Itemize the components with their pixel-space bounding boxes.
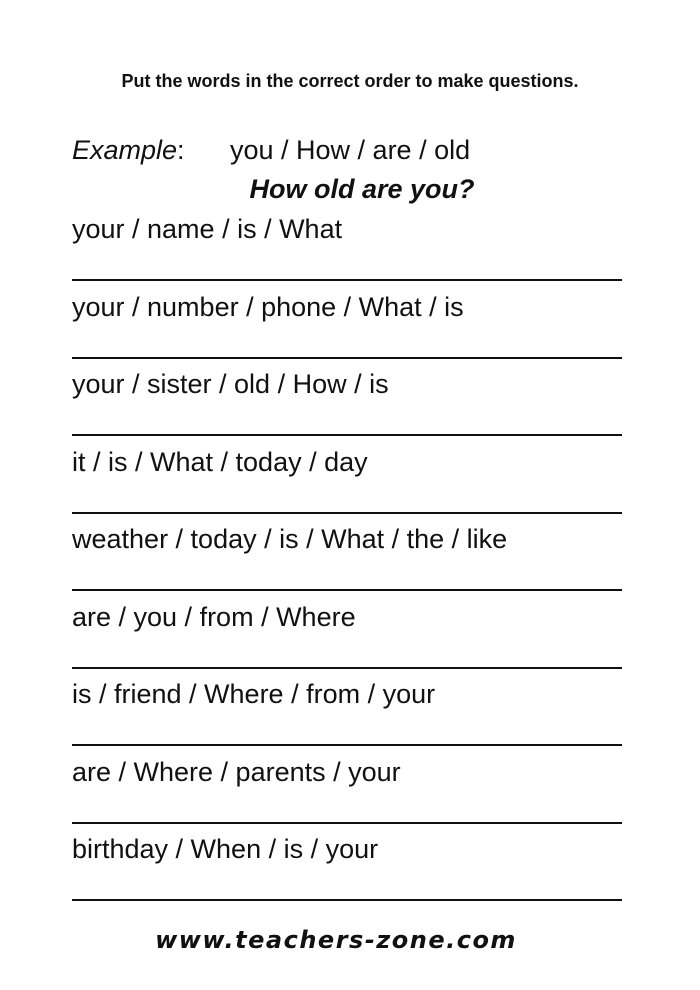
question-item-9 [72, 833, 622, 910]
example-row [72, 135, 471, 166]
answer-line[interactable] [72, 822, 622, 824]
answer-line[interactable] [72, 434, 622, 436]
answer-line[interactable] [72, 744, 622, 746]
question-item-6 [72, 601, 622, 678]
question-prompt: is / friend / Where / from / your [72, 679, 436, 709]
question-item-3 [72, 368, 622, 445]
answer-line[interactable] [72, 512, 622, 514]
question-prompt: are / Where / parents / your [72, 757, 401, 787]
question-item-5 [72, 523, 622, 600]
example-answer: How old are you? [249, 174, 475, 204]
question-prompt: birthday / When / is / your [72, 834, 379, 864]
question-item-2 [72, 291, 622, 368]
question-item-8 [72, 756, 622, 833]
question-prompt: your / number / phone / What / is [72, 292, 464, 322]
question-prompt: weather / today / is / What / the / like [72, 524, 508, 554]
answer-line[interactable] [72, 357, 622, 359]
instruction-text: Put the words in the correct order to make questions. [121, 71, 579, 91]
example-colon: : [177, 135, 185, 165]
question-item-1 [72, 213, 622, 290]
question-prompt: are / you / from / Where [72, 602, 356, 632]
question-prompt: your / name / is / What [72, 214, 343, 244]
answer-line[interactable] [72, 589, 622, 591]
question-item-4 [72, 446, 622, 523]
example-words: you / How / are / old [230, 135, 471, 165]
example-label: Example [72, 135, 178, 165]
footer-url: www.teachers-zone.com [155, 926, 517, 954]
answer-line[interactable] [72, 899, 622, 901]
question-prompt: it / is / What / today / day [72, 447, 368, 477]
answer-line[interactable] [72, 667, 622, 669]
answer-line[interactable] [72, 279, 622, 281]
question-prompt: your / sister / old / How / is [72, 369, 389, 399]
question-item-7 [72, 678, 622, 755]
